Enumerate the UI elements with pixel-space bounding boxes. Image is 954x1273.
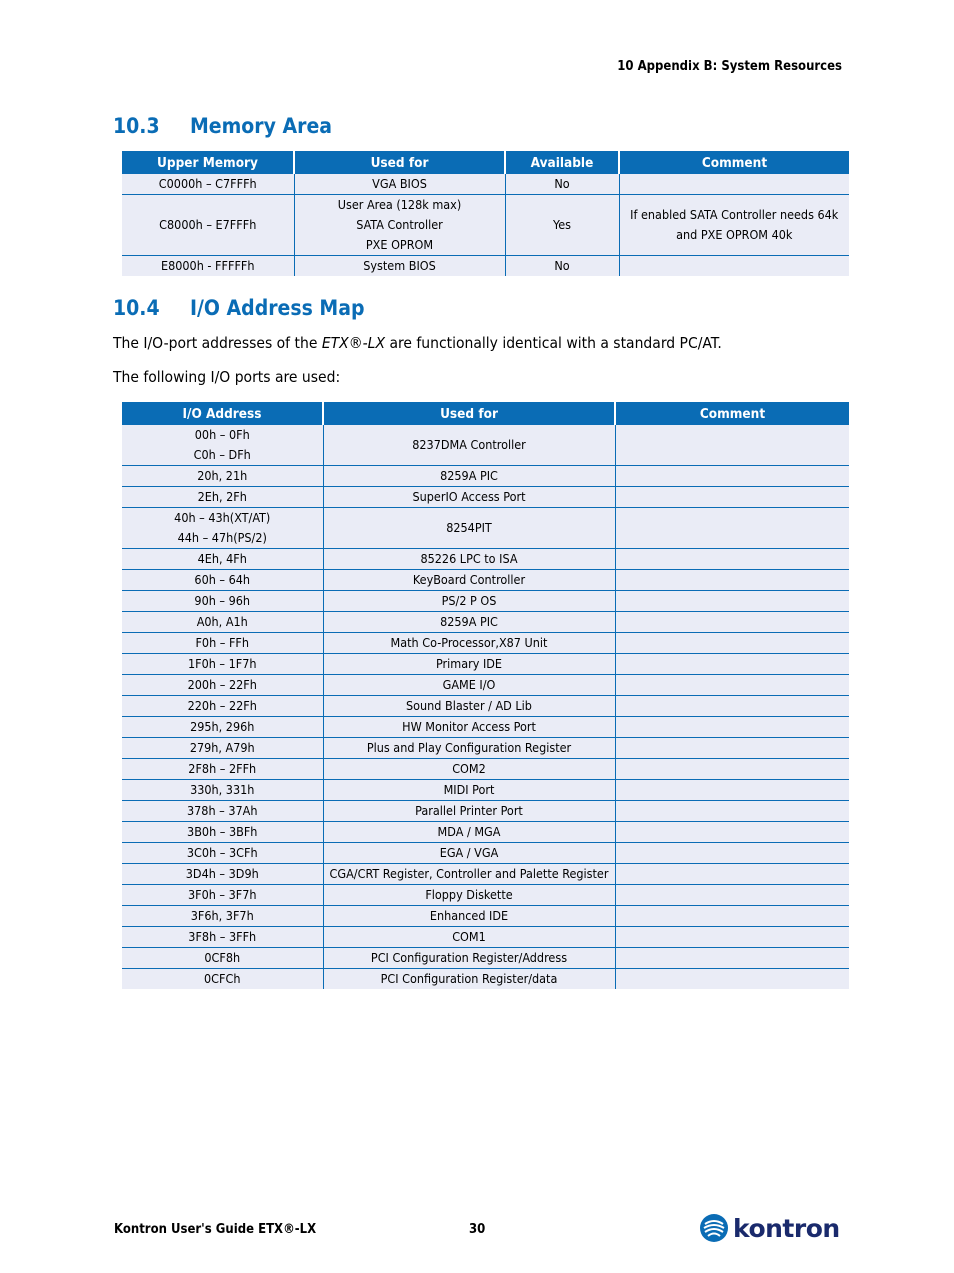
- io-address-cell: [122, 927, 323, 948]
- cell-line: User Area (128k max): [337, 197, 462, 212]
- io-address-cell: [122, 759, 323, 780]
- io-address-cell: [122, 717, 323, 738]
- io-address-cell: [122, 633, 323, 654]
- comment-cell: [615, 654, 849, 675]
- used-for-cell: GAME I/O: [323, 675, 615, 696]
- used-for-cell: 8259A PIC: [323, 466, 615, 487]
- table-row: [122, 654, 849, 675]
- used-for-cell: Enhanced IDE: [323, 906, 615, 927]
- table-header-row: [122, 151, 849, 174]
- cell-line: 60h – 64h: [194, 572, 251, 587]
- table-row: [122, 633, 849, 654]
- io-address-cell: [122, 466, 323, 487]
- comment-cell: [615, 738, 849, 759]
- cell-line: 3F8h – 3FFh: [188, 929, 257, 944]
- io-address-cell: [122, 487, 323, 508]
- cell-line: A0h, A1h: [196, 614, 248, 629]
- cell-line: 3C0h – 3CFh: [186, 845, 258, 860]
- cell-line: F0h – FFh: [195, 635, 250, 650]
- io-address-cell: [122, 425, 323, 466]
- table-row: [122, 466, 849, 487]
- cell-line: 3B0h – 3BFh: [187, 824, 258, 839]
- table-row: [122, 717, 849, 738]
- cell-line: VGA BIOS: [372, 176, 427, 191]
- table-row: [122, 969, 849, 990]
- section-title-text: I/O Address Map: [190, 296, 365, 320]
- table-row: [122, 487, 849, 508]
- table-row: [122, 256, 849, 277]
- table-row: [122, 927, 849, 948]
- cell-line: 44h – 47h(PS/2): [177, 530, 267, 545]
- used-for-cell: [294, 256, 505, 277]
- comment-cell: [615, 759, 849, 780]
- used-for-cell: PCI Configuration Register/Address: [323, 948, 615, 969]
- comment-cell: [619, 256, 849, 277]
- table-row: [122, 675, 849, 696]
- io-address-cell: [122, 822, 323, 843]
- column-header: Available: [505, 151, 619, 174]
- table-row: [122, 864, 849, 885]
- io-address-cell: [122, 864, 323, 885]
- used-for-cell: Plus and Play Configuration Register: [323, 738, 615, 759]
- cell-line: 3D4h – 3D9h: [185, 866, 259, 881]
- used-for-cell: 8237DMA Controller: [323, 425, 615, 466]
- comment-cell: [619, 174, 849, 195]
- table-row: [122, 780, 849, 801]
- column-header: Used for: [323, 402, 615, 425]
- io-address-cell: [122, 612, 323, 633]
- upper-memory-cell: C0000h – C7FFFh: [122, 174, 294, 195]
- table-row: [122, 195, 849, 256]
- product-name: ETX®-LX: [321, 334, 386, 352]
- logo-wordmark: kontron: [733, 1213, 840, 1243]
- used-for-cell: KeyBoard Controller: [323, 570, 615, 591]
- comment-cell: [615, 612, 849, 633]
- column-header: Used for: [294, 151, 505, 174]
- comment-cell: [615, 927, 849, 948]
- io-address-cell: [122, 549, 323, 570]
- intro-text: are functionally identical with a standard PC/AT.: [385, 334, 722, 352]
- used-for-cell: Floppy Diskette: [323, 885, 615, 906]
- used-for-cell: COM2: [323, 759, 615, 780]
- used-for-cell: [294, 195, 505, 256]
- used-for-cell: EGA / VGA: [323, 843, 615, 864]
- io-address-cell: [122, 906, 323, 927]
- cell-line: 3F0h – 3F7h: [187, 887, 257, 902]
- comment-cell: [615, 466, 849, 487]
- footer-guide-title: Kontron User's Guide ETX®-LX: [114, 1222, 317, 1237]
- cell-line: 279h, A79h: [189, 740, 255, 755]
- comment-cell: [615, 425, 849, 466]
- comment-cell: [615, 487, 849, 508]
- used-for-cell: 8254PIT: [323, 508, 615, 549]
- cell-line: 90h – 96h: [194, 593, 251, 608]
- comment-cell: [615, 717, 849, 738]
- upper-memory-cell: E8000h - FFFFFh: [122, 256, 294, 277]
- used-for-cell: MIDI Port: [323, 780, 615, 801]
- cell-line: 330h, 331h: [190, 782, 255, 797]
- used-for-cell: PS/2 P OS: [323, 591, 615, 612]
- ports-used-paragraph: The following I/O ports are used:: [113, 368, 341, 386]
- section-number: 10.4: [113, 296, 160, 320]
- io-address-table: [122, 402, 849, 989]
- table-row: [122, 822, 849, 843]
- table-row: [122, 801, 849, 822]
- comment-cell: [615, 570, 849, 591]
- table-row: [122, 570, 849, 591]
- comment-cell: [615, 508, 849, 549]
- table-row: [122, 549, 849, 570]
- cell-line: 20h, 21h: [197, 468, 248, 483]
- io-address-cell: [122, 738, 323, 759]
- comment-cell: [615, 675, 849, 696]
- comment-cell: [615, 969, 849, 990]
- comment-cell: [615, 885, 849, 906]
- intro-paragraph: [113, 334, 722, 352]
- cell-line: 220h – 22Fh: [187, 698, 257, 713]
- cell-line: SATA Controller: [356, 217, 443, 232]
- comment-cell: [615, 843, 849, 864]
- cell-line: If enabled SATA Controller needs 64k: [630, 207, 839, 222]
- io-address-cell: [122, 591, 323, 612]
- used-for-cell: MDA / MGA: [323, 822, 615, 843]
- table-row: [122, 612, 849, 633]
- cell-line: 295h, 296h: [190, 719, 255, 734]
- section-number: 10.3: [113, 114, 160, 138]
- comment-cell: [615, 864, 849, 885]
- available-cell: No: [505, 174, 619, 195]
- cell-line: 2Eh, 2Fh: [197, 489, 247, 504]
- used-for-cell: SuperIO Access Port: [323, 487, 615, 508]
- cell-line: PXE OPROM: [365, 237, 434, 252]
- memory-area-table: [122, 151, 849, 276]
- used-for-cell: Parallel Printer Port: [323, 801, 615, 822]
- table-row: [122, 885, 849, 906]
- comment-cell: [615, 906, 849, 927]
- used-for-cell: PCI Configuration Register/data: [323, 969, 615, 990]
- kontron-swirl-icon: [699, 1213, 729, 1243]
- cell-line: and PXE OPROM 40k: [676, 227, 793, 242]
- io-address-cell: [122, 570, 323, 591]
- intro-text: The I/O-port addresses of the: [113, 334, 322, 352]
- cell-line: 40h – 43h(XT/AT): [174, 510, 271, 525]
- used-for-cell: Sound Blaster / AD Lib: [323, 696, 615, 717]
- comment-cell: [615, 822, 849, 843]
- cell-line: System BIOS: [363, 258, 436, 273]
- io-address-map-heading: [113, 296, 365, 320]
- table-row: [122, 591, 849, 612]
- table-row: [122, 948, 849, 969]
- section-title-text: Memory Area: [190, 114, 333, 138]
- table-row: [122, 425, 849, 466]
- io-address-cell: [122, 696, 323, 717]
- available-cell: No: [505, 256, 619, 277]
- io-address-cell: [122, 948, 323, 969]
- used-for-cell: 85226 LPC to ISA: [323, 549, 615, 570]
- available-cell: Yes: [505, 195, 619, 256]
- column-header: Upper Memory: [122, 151, 294, 174]
- table-row: [122, 696, 849, 717]
- comment-cell: [615, 591, 849, 612]
- table-row: [122, 843, 849, 864]
- comment-cell: [615, 948, 849, 969]
- table-row: [122, 508, 849, 549]
- io-address-cell: [122, 801, 323, 822]
- used-for-cell: 8259A PIC: [323, 612, 615, 633]
- cell-line: 200h – 22Fh: [187, 677, 257, 692]
- used-for-cell: HW Monitor Access Port: [323, 717, 615, 738]
- table-row: [122, 738, 849, 759]
- comment-cell: [615, 780, 849, 801]
- cell-line: 3F6h, 3F7h: [190, 908, 254, 923]
- comment-cell: [615, 633, 849, 654]
- memory-area-heading: [113, 114, 332, 138]
- used-for-cell: CGA/CRT Register, Controller and Palette Register: [323, 864, 615, 885]
- cell-line: 1F0h – 1F7h: [187, 656, 257, 671]
- running-header: 10 Appendix B: System Resources: [617, 59, 842, 74]
- used-for-cell: Primary IDE: [323, 654, 615, 675]
- cell-line: 378h – 37Ah: [187, 803, 258, 818]
- upper-memory-cell: C8000h – E7FFFh: [122, 195, 294, 256]
- io-address-cell: [122, 508, 323, 549]
- used-for-cell: COM1: [323, 927, 615, 948]
- table-row: [122, 174, 849, 195]
- column-header: Comment: [619, 151, 849, 174]
- used-for-cell: [294, 174, 505, 195]
- cell-line: C0h – DFh: [193, 447, 251, 462]
- io-address-cell: [122, 780, 323, 801]
- table-row: [122, 906, 849, 927]
- io-address-cell: [122, 675, 323, 696]
- comment-cell: [615, 549, 849, 570]
- column-header: Comment: [615, 402, 849, 425]
- io-address-cell: [122, 654, 323, 675]
- kontron-logo: [699, 1213, 840, 1243]
- cell-line: 0CF8h: [204, 950, 241, 965]
- table-header-row: [122, 402, 849, 425]
- io-address-cell: [122, 969, 323, 990]
- used-for-cell: Math Co-Processor,X87 Unit: [323, 633, 615, 654]
- column-header: I/O Address: [122, 402, 323, 425]
- comment-cell: [615, 696, 849, 717]
- table-row: [122, 759, 849, 780]
- cell-line: 00h – 0Fh: [194, 427, 250, 442]
- page-number: 30: [469, 1222, 486, 1237]
- cell-line: 0CFCh: [204, 971, 241, 986]
- comment-cell: [615, 801, 849, 822]
- comment-cell: [619, 195, 849, 256]
- cell-line: 4Eh, 4Fh: [197, 551, 247, 566]
- io-address-cell: [122, 885, 323, 906]
- cell-line: 2F8h – 2FFh: [188, 761, 257, 776]
- io-address-cell: [122, 843, 323, 864]
